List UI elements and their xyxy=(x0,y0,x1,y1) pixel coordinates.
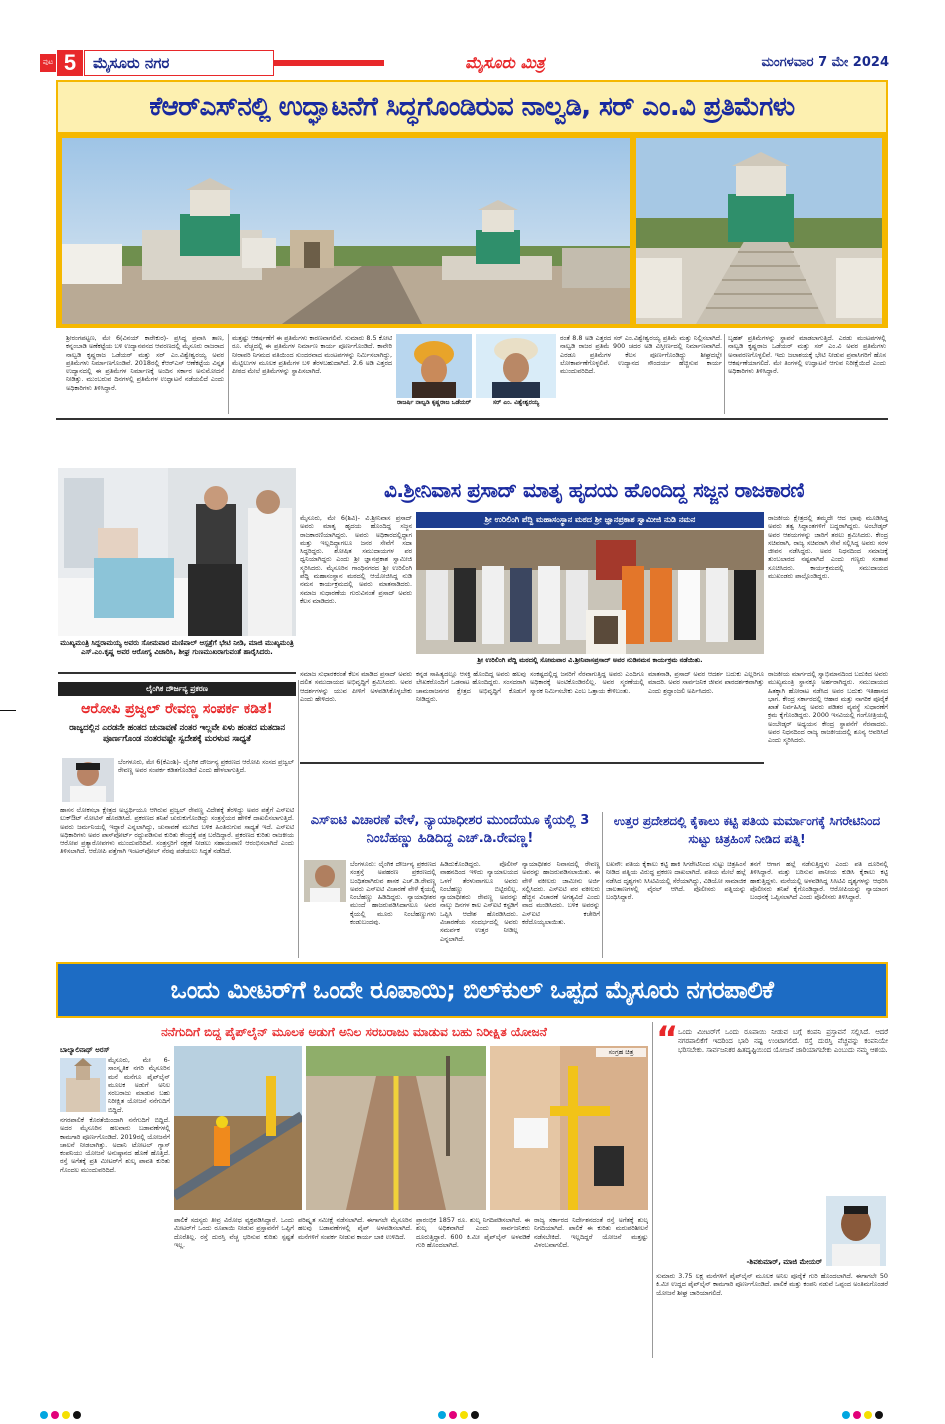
page-number: 5 xyxy=(57,50,83,76)
revanna-col-1: ಬೆಂಗಳೂರು: ಲೈಂಗಿಕ ದೌರ್ಜನ್ಯ ಪ್ರಕರಣದ ಸಂತ್ರಸ್ತೆ ಅಪಹರಣ ಪ್ರಕರಣದಲ್ಲಿ ಬಂಧಿತರಾಗಿರುವ ಶಾಸಕ ಎಚ್.ಡಿ.ರೇವಣ್ಣ ಅವರು ಎಸ್‌ಐಟಿ ವಿಚಾರಣೆ ವೇಳೆ ಕೈಯಲ್ಲಿ ನಿಂಬೆಹಣ್ಣು ಹಿಡಿದಿದ್ದರು. ನ್ಯಾಯಾಧೀಶರ ಮುಂದೆ ಹಾಜರುಪಡಿಸಿದಾಗಲೂ ಅವರ ಕೈಯಲ್ಲಿ ಮೂರು ನಿಂಬೆಹಣ್ಣುಗಳು ಕಂಡುಬಂದವು. xyxy=(350,860,436,927)
section-bar xyxy=(274,60,384,66)
pipeline-col-3: ಪರಿಷ್ಕೃತ ಸಮೀಕ್ಷೆ ನಡೆಸಲಾಗಿದೆ. ಈಗಾಗಲೇ ಮೈಸೂರಿನ ಹಲವು ಬಡಾವಣೆಗಳಲ್ಲಿ ಪೈಪ್ ಅಳವಡಿಸಲಾಗಿದೆ. ಮನೆಗಳಿಗೆ ಸಂಪರ್ಕ ನೀಡುವ ಕಾರ್ಯ ಬಾಕಿ ಉಳಿದಿದೆ. xyxy=(298,1216,412,1241)
revanna-col-2: ಹಿಡಿದುಕೊಂಡಿದ್ದರು. ಪೊಲೀಸ್ ವಾಹನದಿಂದ ಇಳಿದು ನ್ಯಾಯಾಲಯದ ಒಳಗೆ ತೆರಳುವಾಗಲೂ ಅವರು ನಿಂಬೆಹಣ್ಣು ಬಿಟ್ಟಿರಲಿಲ್ಲ. ನ್ಯಾಯಾಧೀಶರು ರೇವಣ್ಣ ಅವರನ್ನು ನಾಲ್ಕು ದಿನಗಳ ಕಾಲ ಎಸ್‌ಐಟಿ ಕಸ್ಟಡಿಗೆ ಒಪ್ಪಿಸಿ ಆದೇಶ ಹೊರಡಿಸಿದರು. ವಿಚಾರಣೆಯ ಸಂದರ್ಭದಲ್ಲಿ ಅವರು ಸಮರ್ಪಕ ಉತ್ತರ ನೀಡಿಲ್ಲ ಎನ್ನಲಾಗಿದೆ. xyxy=(440,860,518,943)
srinivas-col-right: ರಾಜಕೀಯ ಕ್ಷೇತ್ರದಲ್ಲಿ ತಮ್ಮದೇ ಆದ ಛಾಪು ಮೂಡಿಸಿದ್ದ ಅವರು ತತ್ವ ಸಿದ್ಧಾಂತಗಳಿಗೆ ಬದ್ಧರಾಗಿದ್ದರು. ಅಂಬೇಡ್ಕರ್ ಅವರ ಆಶಯಗಳನ್ನು ಜಾರಿಗೆ ತರಲು ಶ್ರಮಿಸಿದರು. ಕೇಂದ್ರ ಸಚಿವರಾಗಿ, ರಾಜ್ಯ ಸಚಿವರಾಗಿ ಸೇವೆ ಸಲ್ಲಿಸಿದ್ದ ಅವರು ಸರಳ ಜೀವನ ನಡೆಸಿದ್ದರು. ಅವರ ನಿಧನದಿಂದ ಸಮಾಜಕ್ಕೆ ತುಂಬಲಾರದ ನಷ್ಟವಾಗಿದೆ ಎಂದು ಗಣ್ಯರು ಸಂತಾಪ ಸೂಚಿಸಿದರು. ಕಾರ್ಯಕ್ರಮದಲ್ಲಿ ಸಮುದಾಯದ ಮುಖಂಡರು ಪಾಲ್ಗೊಂಡಿದ್ದರು. xyxy=(768,514,888,581)
srinivas-below-4: ಮಾತನಾಡಿ, ಪ್ರಸಾದ್ ಅವರ ಆದರ್ಶ ಬದುಕು ಎಲ್ಲರಿಗೂ ಮಾದರಿ. ಅವರ ಸಾರ್ವಜನಿಕ ಜೀವನ ಪಾರದರ್ಶಕವಾಗಿತ್ತು ಎಂದು ಶ್ರದ್ಧಾಂಜಲಿ ಅರ್ಪಿಸಿದರು. xyxy=(648,670,764,695)
page-label: ಪುಟ xyxy=(40,54,56,72)
prajwal-headline: ಆರೋಪಿ ಪ್ರಜ್ವಲ್ ರೇವಣ್ಣ ಸಂಪರ್ಕ ಕಡಿತ! xyxy=(81,701,273,717)
revanna-headline: ಎಸ್ಐಟಿ ವಿಚಾರಣೆ ವೇಳೆ, ನ್ಯಾಯಾಧೀಶರ ಮುಂದೆಯೂ ಕೈಯಲ್ಲಿ 3 ನಿಂಬೆಹಣ್ಣು ಹಿಡಿದಿದ್ದ ಎಚ್.ಡಿ.ರೇವಣ್ಣ! xyxy=(310,813,590,846)
tribute-photo-caption: ಶ್ರೀ ಉರಿಲಿಂಗಿ ಪೆದ್ದಿ ಮಠದಲ್ಲಿ ಸೋಮವಾರ ವಿ.ಶ್ರೀನಿವಾಸಪ್ರಸಾದ್ ಅವರ ನುಡಿನಮನ ಕಾರ್ಯಕ್ರಮ ನಡೆಯಿತು. xyxy=(477,656,703,664)
pipeline-intro: ಮೈಸೂರು, ಮೇ 6- ಸಾಂಸ್ಕೃತಿಕ ನಗರಿ ಮೈಸೂರಿನ ಮನೆ ಮನೆಗೂ ಪೈಪ್‌ಲೈನ್ ಮೂಲಕ ಅಡುಗೆ ಅನಿಲ ಸರಬರಾಜು ಮಾಡುವ ಬಹು ನಿರೀಕ್ಷಿತ ಯೋಜನೆ ನನೆಗುದಿಗೆ ಬಿದ್ದಿದೆ. xyxy=(108,1056,170,1114)
prajwal-kicker: ಲೈಂಗಿಕ ದೌರ್ಜನ್ಯ ಪ್ರಕರಣ xyxy=(58,682,296,696)
prajwal-portrait xyxy=(62,758,114,802)
lead-col-2: ಮತ್ತಷ್ಟು ಆಕರ್ಷಣೆಗೆ ಈ ಪ್ರತಿಮೆಗಳು ಕಾರಣವಾಗಲಿವೆ. ಸುಮಾರು 8.5 ಕೋಟಿ ರೂ. ವೆಚ್ಚದಲ್ಲಿ ಈ ಪ್ರತಿಮೆಗಳ ನಿರ್ಮಾಣ ಕಾರ್ಯ ಪೂರ್ಣಗೊಂಡಿದೆ. ಕಾವೇರಿ ನೀರಾವರಿ ನಿಗಮದ ವತಿಯಿಂದ ಸುಂದರವಾದ ಮಂಟಪಗಳನ್ನು ನಿರ್ಮಿಸಲಾಗಿದ್ದು, ಮೆಟ್ಟಿಲುಗಳ ಮೂಲಕ ಪ್ರತಿಮೆಗಳ ಬಳಿ ತೆರಳಬಹುದಾಗಿದೆ. 2.6 ಅಡಿ ಎತ್ತರದ ಪೀಠದ ಮೇಲೆ ಪ್ರತಿಮೆಗಳನ್ನು ಸ್ಥಾಪಿಸಲಾಗಿದೆ. xyxy=(232,334,392,376)
pipeline-byline: ಬಾಲ್ಯಾಲಿನಾಥ್ ಅರಸ್ xyxy=(60,1046,110,1054)
gas-meter-photo xyxy=(490,1046,648,1210)
revanna-col-3: ನ್ಯಾಯಾಧೀಶರ ನಿವಾಸದಲ್ಲಿ ರೇವಣ್ಣ ಅವರನ್ನು ಹಾಜರುಪಡಿಸಲಾಯಿತು. ಈ ವೇಳೆ ವಕೀಲರು ಜಾಮೀನು ಅರ್ಜಿ ಸಲ್ಲಿಸಿದರು. ಎಸ್‌ಐಟಿ ಪರ ವಕೀಲರು ಹೆಚ್ಚಿನ ವಿಚಾರಣೆ ಅಗತ್ಯವಿದೆ ಎಂದು ವಾದ ಮಂಡಿಸಿದರು. ಬಳಿಕ ಅವರನ್ನು ಎಸ್‌ಐಟಿ ಕಚೇರಿಗೆ ಕರೆದೊಯ್ಯಲಾಯಿತು. xyxy=(522,860,600,927)
pipeline-banner xyxy=(56,962,888,1018)
quote-attribution: -ಶಿವಕುಮಾರ್, ಮಾಜಿ ಮೇಯರ್ xyxy=(746,1258,822,1266)
visvesvaraya-portrait xyxy=(476,334,556,398)
lead-headline: ಕೆಆರ್‌ಎಸ್‌ನಲ್ಲಿ ಉದ್ಘಾಟನೆಗೆ ಸಿದ್ಧಗೊಂಡಿರುವ ನಾಲ್ವಡಿ, ಸರ್ ಎಂ.ವಿ ಪ್ರತಿಮೆಗಳು xyxy=(149,92,795,122)
visvesvaraya-caption: ಸರ್ ಎಂ. ವಿಶ್ವೇಶ್ವರಯ್ಯ xyxy=(492,399,540,406)
srinivas-col-left: ಮೈಸೂರು, ಮೇ 6(ಶಿವಿ)- ವಿ.ಶ್ರೀನಿವಾಸ ಪ್ರಸಾದ್ ಅವರು ಮಾತೃ ಹೃದಯ ಹೊಂದಿದ್ದ ಸಜ್ಜನ ರಾಜಕಾರಣಿಯಾಗಿದ್ದರು. ಅವರು ಅಧಿಕಾರದಲ್ಲಿದ್ದಾಗ ಮತ್ತು ಇಲ್ಲದಿದ್ದಾಗಲೂ ಜನರ ಸೇವೆಗೆ ಸದಾ ಸಿದ್ಧರಿದ್ದರು. ಶೋಷಿತ ಸಮುದಾಯಗಳ ಪರ ಧ್ವನಿಯಾಗಿದ್ದರು ಎಂದು ಶ್ರೀ ಜ್ಞಾನಪ್ರಕಾಶ ಸ್ವಾಮೀಜಿ ಸ್ಮರಿಸಿದರು. ಮೈಸೂರಿನ ಗಾಂಧಿನಗರದ ಶ್ರೀ ಉರಿಲಿಂಗಿ ಪೆದ್ದಿ ಮಹಾಸಂಸ್ಥಾನ ಮಠದಲ್ಲಿ ಆಯೋಜಿಸಿದ್ದ ನುಡಿ ನಮನ ಕಾರ್ಯಕ್ರಮದಲ್ಲಿ ಅವರು ಮಾತನಾಡಿದರು. ಸಮಾಜ ಸುಧಾರಣೆಯ ಗುರುವಿನಂತೆ ಪ್ರಸಾದ್ ಅವರು ಕೆಲಸ ಮಾಡಿದರು. xyxy=(300,514,412,605)
pipeline-work-photo-2 xyxy=(306,1046,486,1210)
shivakumar-photo xyxy=(826,1196,886,1266)
lead-col-4: ಬೃಹತ್ ಪ್ರತಿಮೆಗಳನ್ನು ಸ್ಥಾಪನೆ ಮಾಡಲಾಗುತ್ತಿದೆ. ಎರಡು ಮಂಟಪಗಳಲ್ಲಿ ನಾಲ್ವಡಿ ಕೃಷ್ಣರಾಜ ಒಡೆಯರ್ ಮತ್ತು ಸರ್ ಎಂ.ವಿ ಅವರ ಪ್ರತಿಮೆಗಳು ಅನಾವರಣಗೊಳ್ಳಲಿವೆ. ಇದು ಜಲಾಶಯಕ್ಕೆ ಭೇಟಿ ನೀಡುವ ಪ್ರವಾಸಿಗರಿಗೆ ಹೊಸ ಆಕರ್ಷಣೆಯಾಗಲಿದೆ. ಮೇ ತಿಂಗಳಲ್ಲಿ ಉದ್ಘಾಟನೆ ಆಗುವ ನಿರೀಕ್ಷೆಯಿದೆ ಎಂದು ಅಧಿಕಾರಿಗಳು ತಿಳಿಸಿದ್ದಾರೆ. xyxy=(728,334,886,376)
uttar-col-1: ಲಖನೌ: ಪತಿಯ ಕೈಕಾಲು ಕಟ್ಟಿ ಹಾಕಿ ಸಿಗರೇಟಿನಿಂದ ಸುಟ್ಟು ಚಿತ್ರಹಿಂಸೆ ನೀಡಿದ ಪತ್ನಿಯ ವಿರುದ್ಧ ಪ್ರಕರಣ ದಾಖಲಾಗಿದೆ. ಪತಿಯ ಮೇಲೆ ಹಲ್ಲೆ ನಡೆಸಿದ ದೃಶ್ಯಗಳು ಸಿಸಿಟಿವಿಯಲ್ಲಿ ಸೆರೆಯಾಗಿದ್ದು, ವಿಡಿಯೋ ಸಾಮಾಜಿಕ ಜಾಲತಾಣಗಳಲ್ಲಿ ವೈರಲ್ ಆಗಿದೆ. ಪೊಲೀಸರು ಪತ್ನಿಯನ್ನು ಬಂಧಿಸಿದ್ದಾರೆ. xyxy=(606,860,746,902)
srinivas-photo-banner: ಶ್ರೀ ಉರಿಲಿಂಗಿ ಪೆದ್ದಿ ಮಹಾಸಂಸ್ಥಾನ ಮಠದ ಶ್ರೀ ಜ್ಞಾನಪ್ರಕಾಶ ಸ್ವಾಮೀಜಿ ನುಡಿ ನಮನ xyxy=(416,512,764,528)
srinivas-below-3: ಸಂಕಷ್ಟದಲ್ಲಿದ್ದ ಜನರಿಗೆ ನೆರವಾಗುತ್ತಿದ್ದ ಅವರು ಎಂದಿಗೂ ಅಧಿಕಾರಕ್ಕೆ ಅಂಟಿಕೊಂಡಿರಲಿಲ್ಲ. ಅವರ ಸ್ಮರಣೆಯಲ್ಲಿ ಸ್ಮಾರಕ ನಿರ್ಮಿಸಬೇಕು ಎಂಬ ಒತ್ತಾಯ ಕೇಳಿಬಂತು. xyxy=(530,670,644,695)
registration-dots-left xyxy=(40,1404,84,1423)
krs-monuments-photo xyxy=(62,138,630,324)
pipeline-work-photo-1 xyxy=(174,1046,302,1210)
steps-monument-photo xyxy=(636,138,882,324)
uttar-headline: ಉತ್ತರ ಪ್ರದೇಶದಲ್ಲಿ ಕೈಕಾಲು ಕಟ್ಟಿ ಪತಿಯ ಮರ್ಮಾಂಗಕ್ಕೆ ಸಿಗರೇಟಿನಿಂದ ಸುಟ್ಟು ಚಿತ್ರಹಿಂಸೆ ನೀಡಿದ ಪತ್ನಿ! xyxy=(613,814,881,846)
paper-logo: ಮೈಸೂರು ಮಿತ್ರ xyxy=(465,53,545,72)
section-title: ಮೈಸೂರು ನಗರ xyxy=(84,50,274,76)
pipeline-subhead: ನನೆಗುದಿಗೆ ಬಿದ್ದ ಪೈಪ್‌ಲೈನ್ ಮೂಲಕ ಅಡುಗೆ ಅನಿಲ ಸರಬರಾಜು ಮಾಡುವ ಬಹು ನಿರೀಕ್ಷಿತ ಯೋಜನೆ xyxy=(161,1025,547,1039)
registration-dots-center xyxy=(438,1404,482,1423)
pipeline-col-5: ರಾಜ್ಯ ಸರ್ಕಾರದ ನಿರ್ದೇಶನದಂತೆ ರಸ್ತೆ ಅಗೆತಕ್ಕೆ ಶುಲ್ಕ ನಿಗದಿಯಾಗಿದೆ. ಪಾಲಿಕೆ ಈ ಕುರಿತು ಮರುಪರಿಶೀಲನೆ ನಡೆಸಬೇಕಿದೆ. ಇಲ್ಲದಿದ್ದರೆ ಯೋಜನೆ ಮತ್ತಷ್ಟು ವಿಳಂಬವಾಗಲಿದೆ. xyxy=(534,1216,648,1249)
pipeline-quote: ಒಂದು ಮೀಟರ್‌ಗೆ ಒಂದು ರೂಪಾಯಿ ನೀಡುವ ಬಗ್ಗೆ ಕಂಪನಿ ಪ್ರಸ್ತಾವನೆ ಸಲ್ಲಿಸಿದೆ. ಆದರೆ ನಗರಪಾಲಿಕೆಗೆ ಇದರಿಂದ ಭಾರಿ ನಷ್ಟ ಉಂಟಾಗಲಿದೆ. ರಸ್ತೆ ದುರಸ್ತಿ ವೆಚ್ಚವನ್ನು ಕಂಪನಿಯೇ ಭರಿಸಬೇಕು. ಸಾರ್ವಜನಿಕರ ಹಿತದೃಷ್ಟಿಯಿಂದ ಯೋಜನೆ ಜಾರಿಯಾಗಬೇಕು ಎಂಬುದು ನಮ್ಮ ಆಶಯ. xyxy=(678,1028,888,1054)
registration-dots-right xyxy=(842,1404,886,1423)
date-line: ಮಂಗಳವಾರ 7 ಮೇ 2024 xyxy=(761,55,889,70)
hospital-caption: ಮುಖ್ಯಮಂತ್ರಿ ಸಿದ್ದರಾಮಯ್ಯ ಅವರು ಸೋಮವಾರ ಮಣಿಪಾಲ್ ಆಸ್ಪತ್ರೆಗೆ ಭೇಟಿ ನೀಡಿ, ಮಾಜಿ ಮುಖ್ಯಮಂತ್ರಿ ಎಸ್.ಎಂ.ಕೃಷ್ಣ ಅವರ ಆರೋಗ್ಯ ವಿಚಾರಿಸಿ, ಶೀಘ್ರ ಗುಣಮುಖರಾಗುವಂತೆ ಹಾರೈಸಿದರು. xyxy=(60,639,294,656)
quote-mark: “ xyxy=(656,1019,679,1059)
pipeline-right-col: ಸುಮಾರು 3.75 ಲಕ್ಷ ಮನೆಗಳಿಗೆ ಪೈಪ್‌ಲೈನ್ ಮೂಲಕ ಅನಿಲ ಪೂರೈಕೆ ಗುರಿ ಹೊಂದಲಾಗಿದೆ. ಈಗಾಗಲೇ 50 ಕಿ.ಮೀ ಉದ್ದದ ಪೈಪ್‌ಲೈನ್ ಕಾಮಗಾರಿ ಪೂರ್ಣಗೊಂಡಿದೆ. ಪಾಲಿಕೆ ಮತ್ತು ಕಂಪನಿ ನಡುವೆ ಒಪ್ಪಂದ ಅಂತಿಮಗೊಂಡರೆ ಯೋಜನೆ ಶೀಘ್ರ ಜಾರಿಯಾಗಲಿದೆ. xyxy=(656,1272,888,1297)
lead-headline-bar xyxy=(56,80,888,134)
lead-col-1: ಶ್ರೀರಂಗಪಟ್ಟಣ, ಮೇ 6(ವಿನಯ್ ಕಾರೇಕುರ)- ಪ್ರಸಿದ್ಧ ಪ್ರವಾಸಿ ತಾಣ, ಕನ್ನಂಬಾಡಿ ಅಣೆಕಟ್ಟೆಯ ಬಳಿ ಉದ್ಯಾನವನದ ಆವರಣದಲ್ಲಿ ಮೈಸೂರು ರಾಜರಾದ ನಾಲ್ವಡಿ ಕೃಷ್ಣರಾಜ ಒಡೆಯರ್ ಮತ್ತು ಸರ್ ಎಂ.ವಿಶ್ವೇಶ್ವರಯ್ಯ ಅವರ ಪ್ರತಿಮೆಗಳು ನಿರ್ಮಾಣಗೊಂಡಿವೆ. 2018ರಲ್ಲಿ ಕೆಆರ್‌ಎಸ್ ಆಣೆಕಟ್ಟೆಯ ವಿಸ್ತೃತ ಉದ್ಯಾನದಲ್ಲಿ ಈ ಪ್ರತಿಮೆಗಳ ನಿರ್ಮಾಣಕ್ಕೆ ಅಂದಿನ ಸರ್ಕಾರ ಅನುಮೋದನೆ ನೀಡಿತ್ತು. ಮುಂಬರುವ ದಿನಗಳಲ್ಲಿ ಪ್ರತಿಮೆಗಳ ಉದ್ಘಾಟನೆ ನಡೆಯಲಿದೆ ಎಂದು ಅಧಿಕಾರಿಗಳು ತಿಳಿಸಿದ್ದಾರೆ. xyxy=(66,334,224,392)
prajwal-subhead: ರಾಜ್ಯದಲ್ಲಿನ ಎರಡನೇ ಹಂತದ ಚುನಾವಣೆ ನಂತರ ಇಲ್ಲವೇ ಏಳು ಹಂತದ ಮತದಾನ ಪೂರ್ಣಗೊಂಡ ನಂತರವಷ್ಟೇ ಸ್ವದೇಶಕ್ಕೆ ಮರಳುವ ಸಾಧ್ಯತೆ xyxy=(69,722,285,743)
pipeline-col-2: ಪಾಲಿಕೆ ಸದಸ್ಯರು ತೀವ್ರ ವಿರೋಧ ವ್ಯಕ್ತಪಡಿಸಿದ್ದಾರೆ. ಒಂದು ಮೀಟರ್‌ಗೆ ಒಂದು ರೂಪಾಯಿ ನೀಡುವ ಪ್ರಸ್ತಾವನೆಗೆ ಒಪ್ಪಿಗೆ ದೊರೆತಿಲ್ಲ. ರಸ್ತೆ ದುರಸ್ತಿ ವೆಚ್ಚ ಭರಿಸುವ ಕುರಿತು ಸ್ಪಷ್ಟತೆ ಇಲ್ಲ. xyxy=(174,1216,294,1249)
uttar-col-2: ತನಗೆ ಆಗಾಗ ಹಲ್ಲೆ ನಡೆಸುತ್ತಿದ್ದಳು ಎಂದು ಪತಿ ದೂರಿನಲ್ಲಿ ತಿಳಿಸಿದ್ದಾರೆ. ಮತ್ತು ಬರಿಸುವ ಪಾನೀಯ ಕುಡಿಸಿ ಕೈಕಾಲು ಕಟ್ಟಿ ಹಾಕುತ್ತಿದ್ದಳು. ಮನೆಯಲ್ಲಿ ಅಳವಡಿಸಿದ್ದ ಸಿಸಿಟಿವಿ ದೃಶ್ಯಗಳನ್ನು ಆಧರಿಸಿ ಪೊಲೀಸರು ತನಿಖೆ ಕೈಗೊಂಡಿದ್ದಾರೆ. ಆರೋಪಿಯನ್ನು ನ್ಯಾಯಾಂಗ ಬಂಧನಕ್ಕೆ ಒಪ್ಪಿಸಲಾಗಿದೆ ಎಂದು ಪೊಲೀಸರು ತಿಳಿಸಿದ್ದಾರೆ. xyxy=(750,860,888,902)
srinivas-below-1: ಸಮಾಜ ಸುಧಾರಕರಂತೆ ಕೆಲಸ ಮಾಡಿದ ಪ್ರಸಾದ್ ಅವರು ದಲಿತ ಸಮುದಾಯದ ಅಭಿವೃದ್ಧಿಗೆ ಶ್ರಮಿಸಿದರು. ಅವರ ಆದರ್ಶಗಳನ್ನು ಯುವ ಪೀಳಿಗೆ ಅಳವಡಿಸಿಕೊಳ್ಳಬೇಕು ಎಂದು ಹೇಳಿದರು. xyxy=(300,670,412,703)
crop-mark xyxy=(0,710,16,711)
tribute-photo xyxy=(416,530,764,654)
prajwal-body: ಹಾಸನ ಲೋಕಸಭಾ ಕ್ಷೇತ್ರದ ಅಭ್ಯರ್ಥಿಯೂ ಆಗಿರುವ ಪ್ರಜ್ವಲ್ ರೇವಣ್ಣ ವಿದೇಶಕ್ಕೆ ತೆರಳಿದ್ದು ಅವರ ಪತ್ತೆಗೆ ಎಸ್‌ಐಟಿ ಲುಕ್‌ಔಟ್ ನೋಟಿಸ್ ಹೊರಡಿಸಿದೆ. ಪ್ರಕರಣದ ತನಿಖೆ ಚುರುಕುಗೊಂಡಿದ್ದು ಸಂತ್ರಸ್ತೆಯರ ಹೇಳಿಕೆ ದಾಖಲಿಸಲಾಗುತ್ತಿದೆ. ಅವರು ಜರ್ಮನಿಯಲ್ಲಿ ಇದ್ದಾರೆ ಎನ್ನಲಾಗಿದ್ದು, ಚುನಾವಣೆ ಮುಗಿದ ಬಳಿಕ ಹಿಂತಿರುಗುವ ಸಾಧ್ಯತೆ ಇದೆ. ಎಸ್‌ಐಟಿ ಅಧಿಕಾರಿಗಳು ಅವರ ಪಾಸ್‌ಪೋರ್ಟ್ ರದ್ದುಪಡಿಸುವ ಕುರಿತು ಕೇಂದ್ರಕ್ಕೆ ಪತ್ರ ಬರೆದಿದ್ದಾರೆ. ಪ್ರಕರಣದ ಕುರಿತು ರಾಜಕೀಯ ಆರೋಪ ಪ್ರತ್ಯಾರೋಪಗಳು ಮುಂದುವರಿದಿವೆ. ಸಂತ್ರಸ್ತರಿಗೆ ರಕ್ಷಣೆ ನೀಡಲು ಸಹಾಯವಾಣಿ ಆರಂಭಿಸಲಾಗಿದೆ ಎಂದು ತಿಳಿಸಲಾಗಿದೆ. ಆರೋಪಿ ಪತ್ತೆಗಾಗಿ ಇಂಟರ್‌ಪೋಲ್ ನೆರವು ಪಡೆಯಲು ಸಿದ್ಧತೆ ನಡೆದಿದೆ. xyxy=(60,806,294,856)
masthead xyxy=(40,50,889,76)
city-hall-photo xyxy=(60,1058,106,1112)
gas-meter-photo-label: ಸಂಗ್ರಹ ಚಿತ್ರ xyxy=(596,1048,646,1057)
pipeline-col-1: ನಗರಪಾಲಿಕೆ ಕೊರತೆಯಿಂದಾಗಿ ನನೆಗುದಿಗೆ ಬಿದ್ದಿದೆ. ಅದರ ಮೈಸೂರಿನ ಹಲವಾರು ಬಡಾವಣೆಗಳಲ್ಲಿ ಕಾಮಗಾರಿ ಪೂರ್ಣಗೊಂಡಿದೆ. 2019ರಲ್ಲಿ ಯೋಜನೆಗೆ ಚಾಲನೆ ನೀಡಲಾಗಿತ್ತು. ಅದಾನಿ ಟೋಟಲ್ ಗ್ಯಾಸ್ ಕಂಪನಿಯು ಯೋಜನೆ ಅನುಷ್ಠಾನದ ಹೊಣೆ ಹೊತ್ತಿದೆ. ರಸ್ತೆ ಅಗೆತಕ್ಕೆ ಪ್ರತಿ ಮೀಟರ್‌ಗೆ ಶುಲ್ಕ ಪಾವತಿ ಕುರಿತು ಗೊಂದಲ ಮುಂದುವರಿದಿದೆ. xyxy=(60,1116,170,1174)
nalvadi-portrait xyxy=(396,334,472,398)
nalvadi-caption: ರಾಜರ್ಷಿ ನಾಲ್ವಡಿ ಕೃಷ್ಣರಾಜ ಒಡೆಯರ್ xyxy=(396,399,472,406)
srinivas-right-col: ರಾಜಕೀಯ ಮಾರ್ಗದಲ್ಲಿ ಸ್ವಾಭಿಮಾನದಿಂದ ಬದುಕಿದ ಅವರು ಮುಖ್ಯಮಂತ್ರಿ ಸ್ಥಾನಕ್ಕೂ ಅರ್ಹರಾಗಿದ್ದರು. ಸಮುದಾಯದ ಹಿತಕ್ಕಾಗಿ ಹೋರಾಟ ನಡೆಸಿದ ಅವರ ಬದುಕು ಇತಿಹಾಸದ ಭಾಗ. ಕೇಂದ್ರ ಸರ್ಕಾರದಲ್ಲಿ ಆಹಾರ ಮತ್ತು ನಾಗರಿಕ ಪೂರೈಕೆ ಖಾತೆ ನಿರ್ವಹಿಸಿದ್ದ ಅವರು ಪಡಿತರ ವ್ಯವಸ್ಥೆ ಸುಧಾರಣೆಗೆ ಕ್ರಮ ಕೈಗೊಂಡಿದ್ದರು. 2000 ಇಸವಿಯಲ್ಲಿ ಗಂಗೋತ್ರಿಯಲ್ಲಿ ಅಂಬೇಡ್ಕರ್ ಅಧ್ಯಯನ ಕೇಂದ್ರ ಸ್ಥಾಪನೆಗೆ ನೆರವಾದರು. ಅವರ ನಿಧನದಿಂದ ರಾಜ್ಯ ರಾಜಕೀಯದಲ್ಲಿ ಶೂನ್ಯ ಆವರಿಸಿದೆ ಎಂದು ಸ್ಮರಿಸಿದರು. xyxy=(768,670,888,745)
revanna-photo xyxy=(304,860,346,902)
prajwal-dateline: ಬೆಂಗಳೂರು, ಮೇ 6(ಕೆಎಂಶಿ)- ಲೈಂಗಿಕ ದೌರ್ಜನ್ಯ ಪ್ರಕರಣದ ಆರೋಪಿ ಸಂಸದ ಪ್ರಜ್ವಲ್ ರೇವಣ್ಣ ಅವರ ಸಂಪರ್ಕ ಕಡಿತಗೊಂಡಿದೆ ಎಂದು ಹೇಳಲಾಗುತ್ತಿದೆ. xyxy=(118,758,294,775)
srinivas-headline: ವಿ.ಶ್ರೀನಿವಾಸ ಪ್ರಸಾದ್ ಮಾತೃ ಹೃದಯ ಹೊಂದಿದ್ದ ಸಜ್ಜನ ರಾಜಕಾರಣಿ xyxy=(384,478,804,502)
hospital-visit-photo xyxy=(58,468,296,636)
pipeline-headline: ಒಂದು ಮೀಟರ್‌ಗೆ ಒಂದೇ ರೂಪಾಯಿ; ಬಿಲ್‌ಕುಲ್ ಒಪ್ಪದ ಮೈಸೂರು ನಗರಪಾಲಿಕೆ xyxy=(170,976,774,1004)
srinivas-below-2: ಕನ್ನಡ ಸಾಹಿತ್ಯದಲ್ಲೂ ಆಸಕ್ತಿ ಹೊಂದಿದ್ದ ಅವರು ಹಲವು ಲೇಖಕರೊಂದಿಗೆ ಒಡನಾಟ ಹೊಂದಿದ್ದರು. ಸಂಸದರಾಗಿ ಚಾಮರಾಜನಗರ ಕ್ಷೇತ್ರದ ಅಭಿವೃದ್ಧಿಗೆ ಕೊಡುಗೆ ನೀಡಿದ್ದರು. xyxy=(416,670,526,703)
pipeline-col-4: ಪ್ರಾರಂಭಿಕ 1857 ರೂ. ಶುಲ್ಕ ನಿಗದಿಪಡಿಸಲಾಗಿದೆ. ಈ ಶುಲ್ಕ ಅಧಿಕವಾಗಿದೆ ಎಂದು ಸಾರ್ವಜನಿಕರು ದೂರುತ್ತಿದ್ದಾರೆ. 600 ಕಿ.ಮೀ ಪೈಪ್‌ಲೈನ್ ಅಳವಡಿಕೆ ಗುರಿ ಹೊಂದಲಾಗಿದೆ. xyxy=(416,1216,530,1249)
lead-col-3: ರಂತೆ 8.8 ಅಡಿ ಎತ್ತರದ ಸರ್ ಎಂ.ವಿಶ್ವೇಶ್ವರಯ್ಯ ಪ್ರತಿಮೆ ಮತ್ತು ನಿಲ್ಲಿಸಲಾಗಿದೆ. ನಾಲ್ವಡಿ ರಾಜರ ಪ್ರತಿಮೆ 900 ಚದರ ಅಡಿ ವಿಸ್ತೀರ್ಣದಲ್ಲಿ ನಿರ್ಮಾಣವಾಗಿದೆ. ಎರಡೂ ಪ್ರತಿಮೆಗಳ ಕೆಲಸ ಪೂರ್ಣಗೊಂಡಿದ್ದು ಶೀಘ್ರದಲ್ಲೇ ಲೋಕಾರ್ಪಣೆಗೊಳ್ಳಲಿವೆ. ಉದ್ಯಾನದ ಸೌಂದರ್ಯ ಹೆಚ್ಚಿಸುವ ಕಾರ್ಯ ಮುಂದುವರಿದಿದೆ. xyxy=(560,334,722,376)
